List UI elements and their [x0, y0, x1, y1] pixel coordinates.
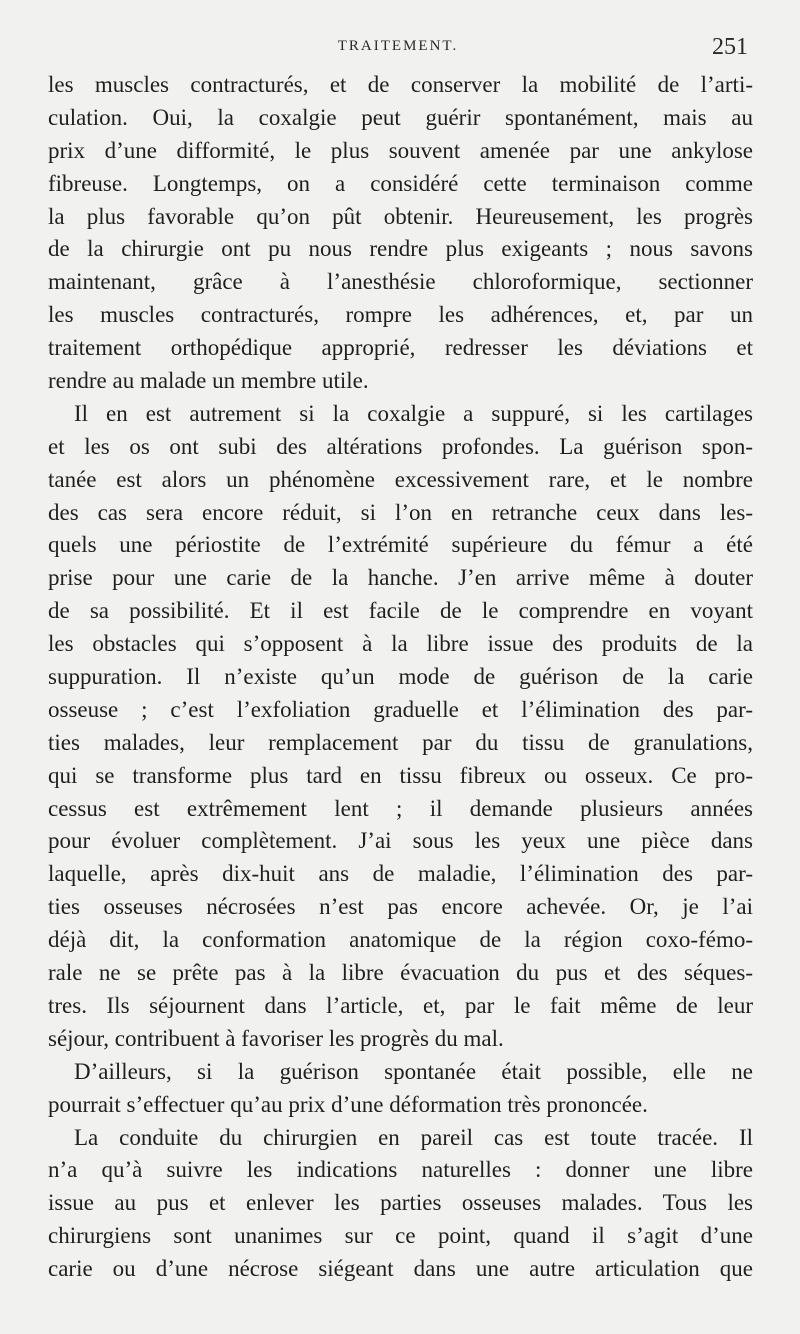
text-line: séjour, contribuent à favoriser les progrès du mal. — [48, 1025, 504, 1051]
text-line: des cas sera encore réduit, si l’on en retranche ceux dans les- — [48, 499, 753, 525]
text-line: de la chirurgie ont pu nous rendre plus exigeants ; nous savons — [48, 236, 753, 262]
text-line: issue au pus et enlever les parties osseuses malades. Tous les — [48, 1190, 753, 1216]
text-line: suppuration. Il n’existe qu’un mode de guérison de la carie — [48, 664, 753, 690]
text-line: quels une périostite de l’extrémité supérieure du fémur a été — [48, 532, 753, 558]
text-line: n’a qu’à suivre les indications naturelles : donner une libre — [48, 1157, 753, 1183]
text-line: prix d’une difformité, le plus souvent amenée par une ankylose — [48, 137, 753, 163]
text-line: qui se transforme plus tard en tissu fibreux ou osseux. Ce pro- — [48, 762, 753, 788]
text-line: rendre au malade un membre utile. — [48, 368, 369, 394]
text-line: chirurgiens sont unanimes sur ce point, quand il s’agit d’une — [48, 1223, 753, 1249]
text-line: osseuse ; c’est l’exfoliation graduelle et l’élimination des par- — [48, 696, 753, 722]
text-line: de sa possibilité. Et il est facile de le comprendre en voyant — [48, 598, 753, 624]
text-line: fibreuse. Longtemps, on a considéré cette terminaison comme — [48, 170, 753, 196]
paragraph — [48, 69, 753, 398]
paragraph — [48, 1122, 753, 1286]
text-line: laquelle, après dix-huit ans de maladie, l’élimination des par- — [48, 861, 753, 887]
text-line: ties osseuses nécrosées n’est pas encore achevée. Or, je l’ai — [48, 894, 753, 920]
text-line: carie ou d’une nécrose siégeant dans une autre articulation que — [48, 1256, 753, 1282]
text-line: prise pour une carie de la hanche. J’en arrive même à douter — [48, 565, 753, 591]
text-line: tres. Ils séjournent dans l’article, et, par le fait même de leur — [48, 992, 753, 1018]
page-number: 251 — [712, 34, 748, 60]
text-line: maintenant, grâce à l’anesthésie chloroformique, sectionner — [48, 269, 753, 295]
text-line: ties malades, leur remplacement par du tissu de granulations, — [48, 729, 753, 755]
body-text — [48, 69, 753, 1286]
text-line: D’ailleurs, si la guérison spontanée était possible, elle ne — [74, 1058, 753, 1084]
text-line: La conduite du chirurgien en pareil cas est toute tracée. Il — [74, 1124, 753, 1150]
text-line: culation. Oui, la coxalgie peut guérir spontanément, mais au — [48, 104, 753, 130]
paragraph — [48, 1056, 753, 1122]
text-line: et les os ont subi des altérations profondes. La guérison spon- — [48, 433, 753, 459]
text-line: les muscles contracturés, et de conserver la mobilité de l’arti- — [48, 72, 753, 97]
text-line: les muscles contracturés, rompre les adhérences, et, par un — [48, 302, 753, 328]
text-line: pour évoluer complètement. J’ai sous les yeux une pièce dans — [48, 828, 753, 854]
text-line: Il en est autrement si la coxalgie a suppuré, si les cartilages — [74, 400, 753, 426]
text-line: pourrait s’effectuer qu’au prix d’une déformation très prononcée. — [48, 1091, 648, 1117]
text-line: traitement orthopédique approprié, redresser les déviations et — [48, 335, 753, 361]
running-title: TRAITEMENT. — [337, 38, 459, 54]
text-line: la plus favorable qu’on pût obtenir. Heureusement, les progrès — [48, 203, 753, 229]
text-line: déjà dit, la conformation anatomique de la région coxo-fémo- — [48, 927, 753, 953]
text-line: cessus est extrêmement lent ; il demande plusieurs années — [48, 795, 753, 821]
text-line: tanée est alors un phénomène excessivement rare, et le nombre — [48, 466, 753, 492]
paragraph — [48, 398, 753, 1056]
text-line: rale ne se prête pas à la libre évacuation du pus et des séques- — [48, 960, 753, 986]
running-head — [48, 30, 748, 66]
text-line: les obstacles qui s’opposent à la libre issue des produits de la — [48, 631, 753, 657]
